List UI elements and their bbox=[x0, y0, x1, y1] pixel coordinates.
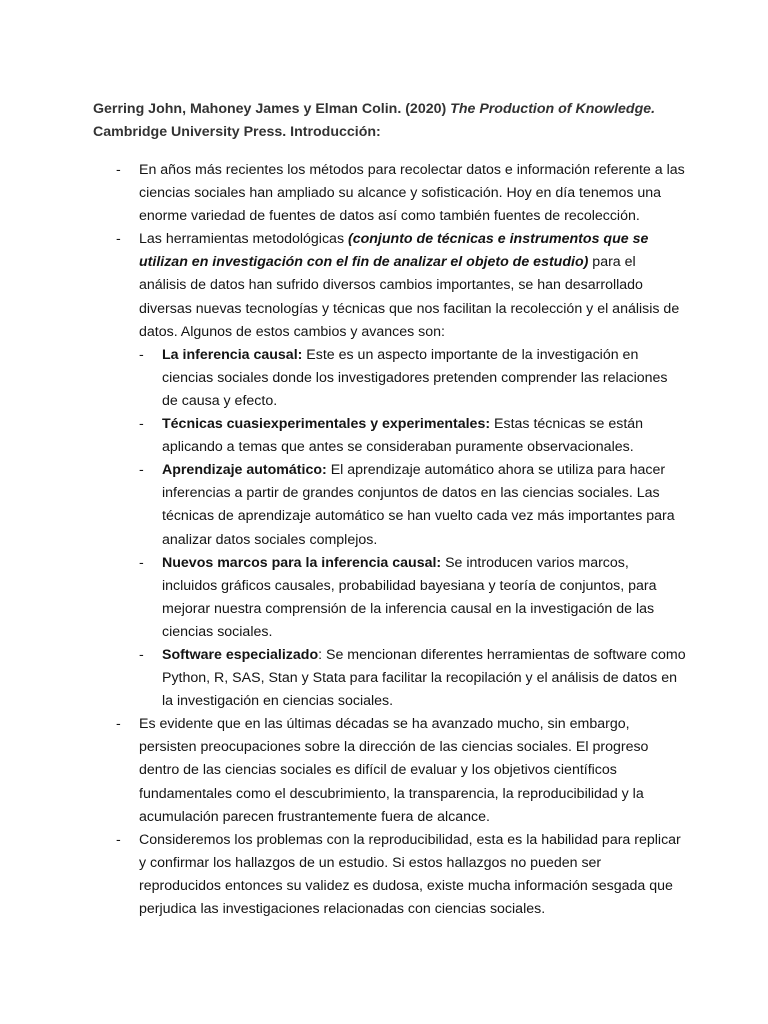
sub-item-text: El aprendizaje automático ahora se utiliza para hacer inferencias a partir de grandes conjuntos de datos en las ciencias sociales. Las técnicas de aprendizaje automático se han vuelto cada vez más importantes para analizar datos sociales complejos. bbox=[162, 462, 675, 548]
list-item-text: Consideremos los problemas con la reproducibilidad, esta es la habilidad para replicar y confirmar los hallazgos de un estudio. Si estos hallazgos no pueden ser reproducidos entonces su validez es dudosa, existe mucha información sesgada que perjudica las investigaciones relacionadas con ciencias sociales. bbox=[139, 831, 681, 917]
list-item bbox=[116, 713, 686, 828]
list-item-text: para el análisis de datos han sufrido diversos cambios importantes, se han desarrollado diversas nuevas tecnologías y técnicas que nos facilitan la recolección y el análisis de datos. Algunos de estos cambios y avances son: bbox=[139, 254, 680, 340]
list-item-text: Es evidente que en las últimas décadas se ha avanzado mucho, sin embargo, persisten preocupaciones sobre la dirección de las ciencias sociales. El progreso dentro de las ciencias sociales es difícil de evaluar y los objetivos científicos fundamentales como el descubrimiento, la transparencia, la reproducibilidad y la acumulación parecen frustrantemente fuera de alcance. bbox=[139, 716, 649, 825]
sub-list-item bbox=[139, 552, 686, 644]
citation-heading bbox=[93, 98, 683, 144]
sub-item-text: Estas técnicas se están aplicando a temas que antes se consideraban puramente observacionales. bbox=[162, 416, 644, 456]
sub-bullet-list bbox=[116, 344, 686, 714]
list-item-text: Las herramientas metodológicas bbox=[139, 231, 348, 248]
bullet-dash: - bbox=[116, 162, 121, 178]
sub-list-container bbox=[116, 344, 686, 714]
sub-list-item bbox=[139, 644, 686, 713]
sub-item-term: Software especializado bbox=[162, 646, 319, 663]
bullet-dash: - bbox=[139, 416, 144, 433]
citation-book-title: The Production of Knowledge. bbox=[450, 101, 656, 117]
main-bullet-list bbox=[116, 159, 686, 921]
sub-item-text: Se introducen varios marcos, incluidos gráficos causales, probabilidad bayesiana y teoría de conjuntos, para mejorar nuestra comprensión de la inferencia causal en la investigación de las ciencias sociales. bbox=[162, 554, 657, 640]
sub-list-item bbox=[139, 459, 686, 551]
bullet-dash: - bbox=[139, 346, 144, 363]
sub-item-term: La inferencia causal: bbox=[162, 346, 303, 363]
bullet-dash: - bbox=[116, 231, 121, 248]
bullet-dash: - bbox=[139, 462, 144, 479]
list-item bbox=[116, 159, 686, 228]
list-item bbox=[116, 829, 686, 921]
sub-item-term: Aprendizaje automático: bbox=[162, 462, 327, 479]
bullet-dash: - bbox=[116, 831, 121, 848]
list-item-text: En años más recientes los métodos para recolectar datos e información referente a las ciencias sociales han ampliado su alcance y sofisticación. Hoy en día tenemos una enorme variedad de fuentes de datos así como también fuentes de recolección. bbox=[139, 162, 685, 225]
sub-item-term: Técnicas cuasiexperimentales y experimentales: bbox=[162, 416, 491, 433]
sub-item-text: Este es un aspecto importante de la investigación en ciencias sociales donde los investigadores pretenden comprender las relaciones de causa y efecto. bbox=[162, 346, 668, 409]
bullet-dash: - bbox=[139, 554, 144, 571]
bullet-dash: - bbox=[139, 646, 144, 663]
bullet-dash: - bbox=[116, 716, 121, 733]
list-item-emphasis: (conjunto de técnicas e instrumentos que se utilizan en investigación con el fin de analizar el objeto de estudio) bbox=[139, 231, 649, 271]
sub-item-text: : Se mencionan diferentes herramientas de software como Python, R, SAS, Stan y Stata para facilitar la recopilación y el análisis de datos en la investigación en ciencias sociales. bbox=[162, 646, 686, 710]
sub-list-item bbox=[139, 344, 686, 413]
citation-authors: Gerring John, Mahoney James y Elman Colin. (2020) bbox=[93, 101, 451, 117]
sub-item-term: Nuevos marcos para la inferencia causal: bbox=[162, 554, 442, 571]
list-item bbox=[116, 228, 686, 343]
sub-list-item bbox=[139, 413, 686, 459]
citation-publisher: Cambridge University Press. Introducción: bbox=[93, 124, 381, 140]
